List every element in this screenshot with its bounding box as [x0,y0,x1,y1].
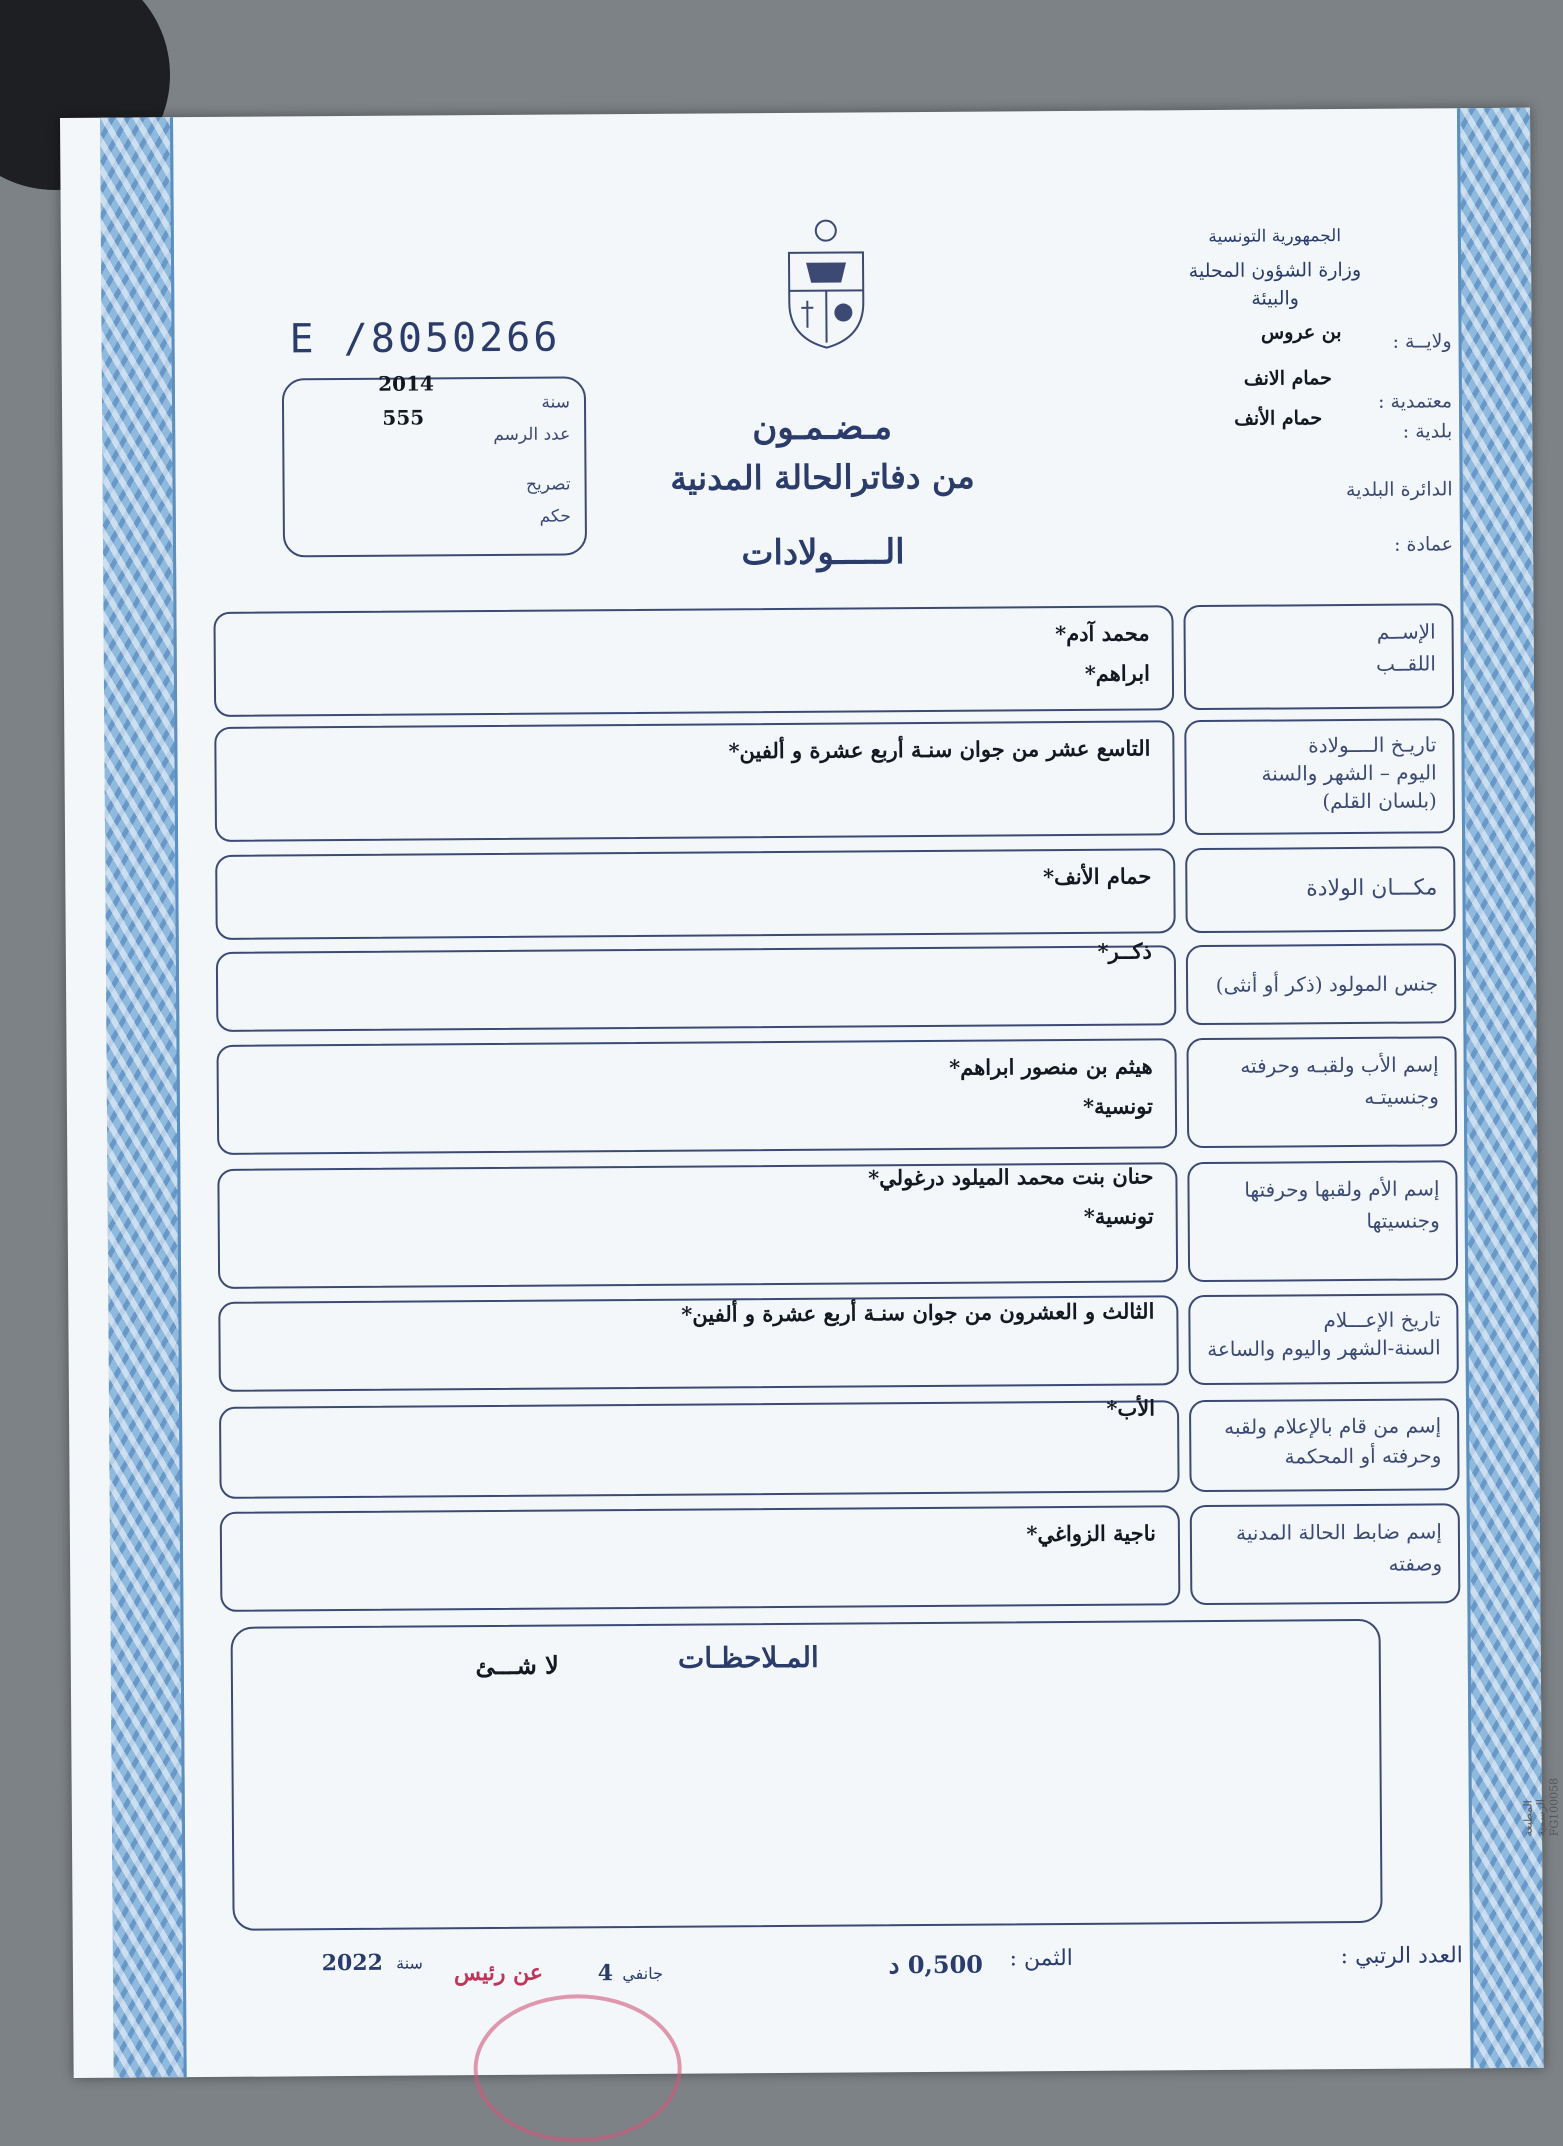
register-year-label: سنة [541,392,570,412]
governorate-label: ولايــة : [1392,330,1451,352]
value-registrar-text: ناجية الزواغي* [244,1513,1156,1559]
value-declarant-text: الأب* [243,1388,1155,1434]
decorative-border-left [100,117,187,2077]
district-label: الدائرة البلدية [1346,478,1453,501]
label-sex [1186,943,1457,1025]
judgment-label: حكم [540,506,571,526]
label-birth-date-l2: اليوم – الشهر والسنة [1203,758,1437,788]
notes-box [231,1619,1383,1931]
label-mother-l2: وجنسيتها [1206,1204,1440,1238]
official-stamp-icon [473,1994,682,2143]
register-number-value: 555 [382,405,424,429]
value-name [213,605,1174,717]
label-last-name: اللقــب [1202,647,1436,681]
footer-year-label: سنة [396,1954,423,1973]
doc-title-births: الـــــولادات [653,531,993,573]
label-declaration-date-l2: السنة-الشهر واليوم والساعة [1207,1333,1441,1363]
value-birth-place-text: حمام الأنف* [239,856,1151,902]
doc-title-extract: مـضـمـون [632,406,1012,449]
label-father [1186,1036,1457,1148]
footer-signature: عن رئيس [454,1960,543,1987]
footer-month: جانفي [622,1964,663,1983]
ministry-name: وزارة الشؤون المحلية [1189,253,1362,288]
label-mother-l1: إسم الأم ولقبها وحرفتها [1205,1172,1439,1206]
value-mother-name: حنان بنت محمد الميلود درغولي* [241,1156,1153,1202]
declaration-label: تصريح [526,474,571,494]
value-father-nationality: تونسية* [241,1086,1153,1132]
footer-serial-label: العدد الرتبي : [1341,1943,1463,1969]
value-last-name: ابراهم* [238,653,1150,699]
label-first-name: الإســم [1202,615,1436,649]
notes-title: المـلاحظـات [678,1641,819,1675]
municipality-value: حمام الأنف [1234,407,1322,430]
label-sex-text: جنس المولود (ذكر أو أنثى) [1204,955,1438,1013]
value-father-name: هيثم بن منصور ابراهم* [241,1046,1153,1092]
label-declaration-date [1188,1293,1459,1385]
label-birth-date [1184,718,1455,835]
label-declarant-l1: إسم من قام بالإعلام ولقبه [1207,1410,1441,1442]
value-first-name: محمد آدم* [238,613,1150,659]
value-declaration-date-text: الثالث و العشرون من جوان سنـة أربع عشرة و ألفين* [242,1291,1154,1337]
delegation-label: معتمدية : [1378,390,1452,413]
label-registrar [1190,1503,1461,1605]
label-declaration-date-l1: تاريخ الإعـــلام [1206,1305,1440,1335]
republic-name: الجمهورية التونسية [1188,219,1361,254]
doc-title-registers: من دفاترالحالة المدنية [622,456,1022,498]
footer-year-value: 2022 [322,1950,383,1976]
certificate-serial: E /8050266 [289,315,560,363]
label-name [1183,603,1454,710]
label-birth-place-text: مكـــان الولادة [1203,858,1437,920]
print-mark: المطبعة الرسمية FG100058 [1521,1778,1560,1837]
municipality-label: بلدية : [1403,420,1453,442]
value-registrar [220,1505,1181,1612]
value-declaration-date [218,1295,1179,1392]
governorate-value: بن عروس [1261,321,1342,344]
footer-day: 4 [598,1960,613,1986]
delegation-value: حمام الانف [1244,367,1332,390]
value-father [216,1038,1177,1155]
value-declarant [219,1400,1180,1499]
register-year-value: 2014 [378,371,434,395]
birth-certificate [60,108,1544,2078]
label-declarant-l2: وحرفته أو المحكمة [1207,1440,1441,1472]
value-sex [216,945,1177,1032]
label-birth-place [1185,846,1456,933]
issuer-header [1188,219,1361,310]
label-birth-date-l3: (بلسان القلم) [1203,786,1437,816]
value-mother [217,1162,1178,1289]
label-birth-date-l1: تاريـخ الــــولادة [1202,730,1436,760]
value-birth-place [215,848,1176,940]
label-father-l1: إسم الأب ولقبـه وحرفته [1205,1048,1439,1082]
label-mother [1187,1160,1458,1282]
omda-label: عمادة : [1394,533,1453,555]
register-box [282,376,587,557]
footer-price-label: الثمن : [1009,1946,1073,1971]
label-declarant [1189,1398,1460,1492]
value-birth-date-text: التاسع عشر من جوان سنـة أربع عشرة و ألفين* [238,728,1150,774]
label-father-l2: وجنسيتـه [1205,1080,1439,1114]
decorative-border-right [1457,108,1544,2068]
ministry-name-2: والبيئة [1189,287,1361,310]
label-registrar-l2: وصفته [1208,1547,1442,1581]
record-table [180,108,1450,117]
notes-value: لا شـــئ [475,1651,558,1681]
tunisia-coat-of-arms-icon [781,212,872,353]
footer-price-value: 0,500 د [889,1950,983,1980]
value-mother-nationality: تونسية* [242,1196,1154,1242]
value-birth-date [214,720,1175,842]
label-registrar-l1: إسم ضابط الحالة المدنية [1208,1515,1442,1549]
value-sex-text: ذكــر* [240,931,1152,977]
register-number-label: عدد الرسم [493,424,570,445]
